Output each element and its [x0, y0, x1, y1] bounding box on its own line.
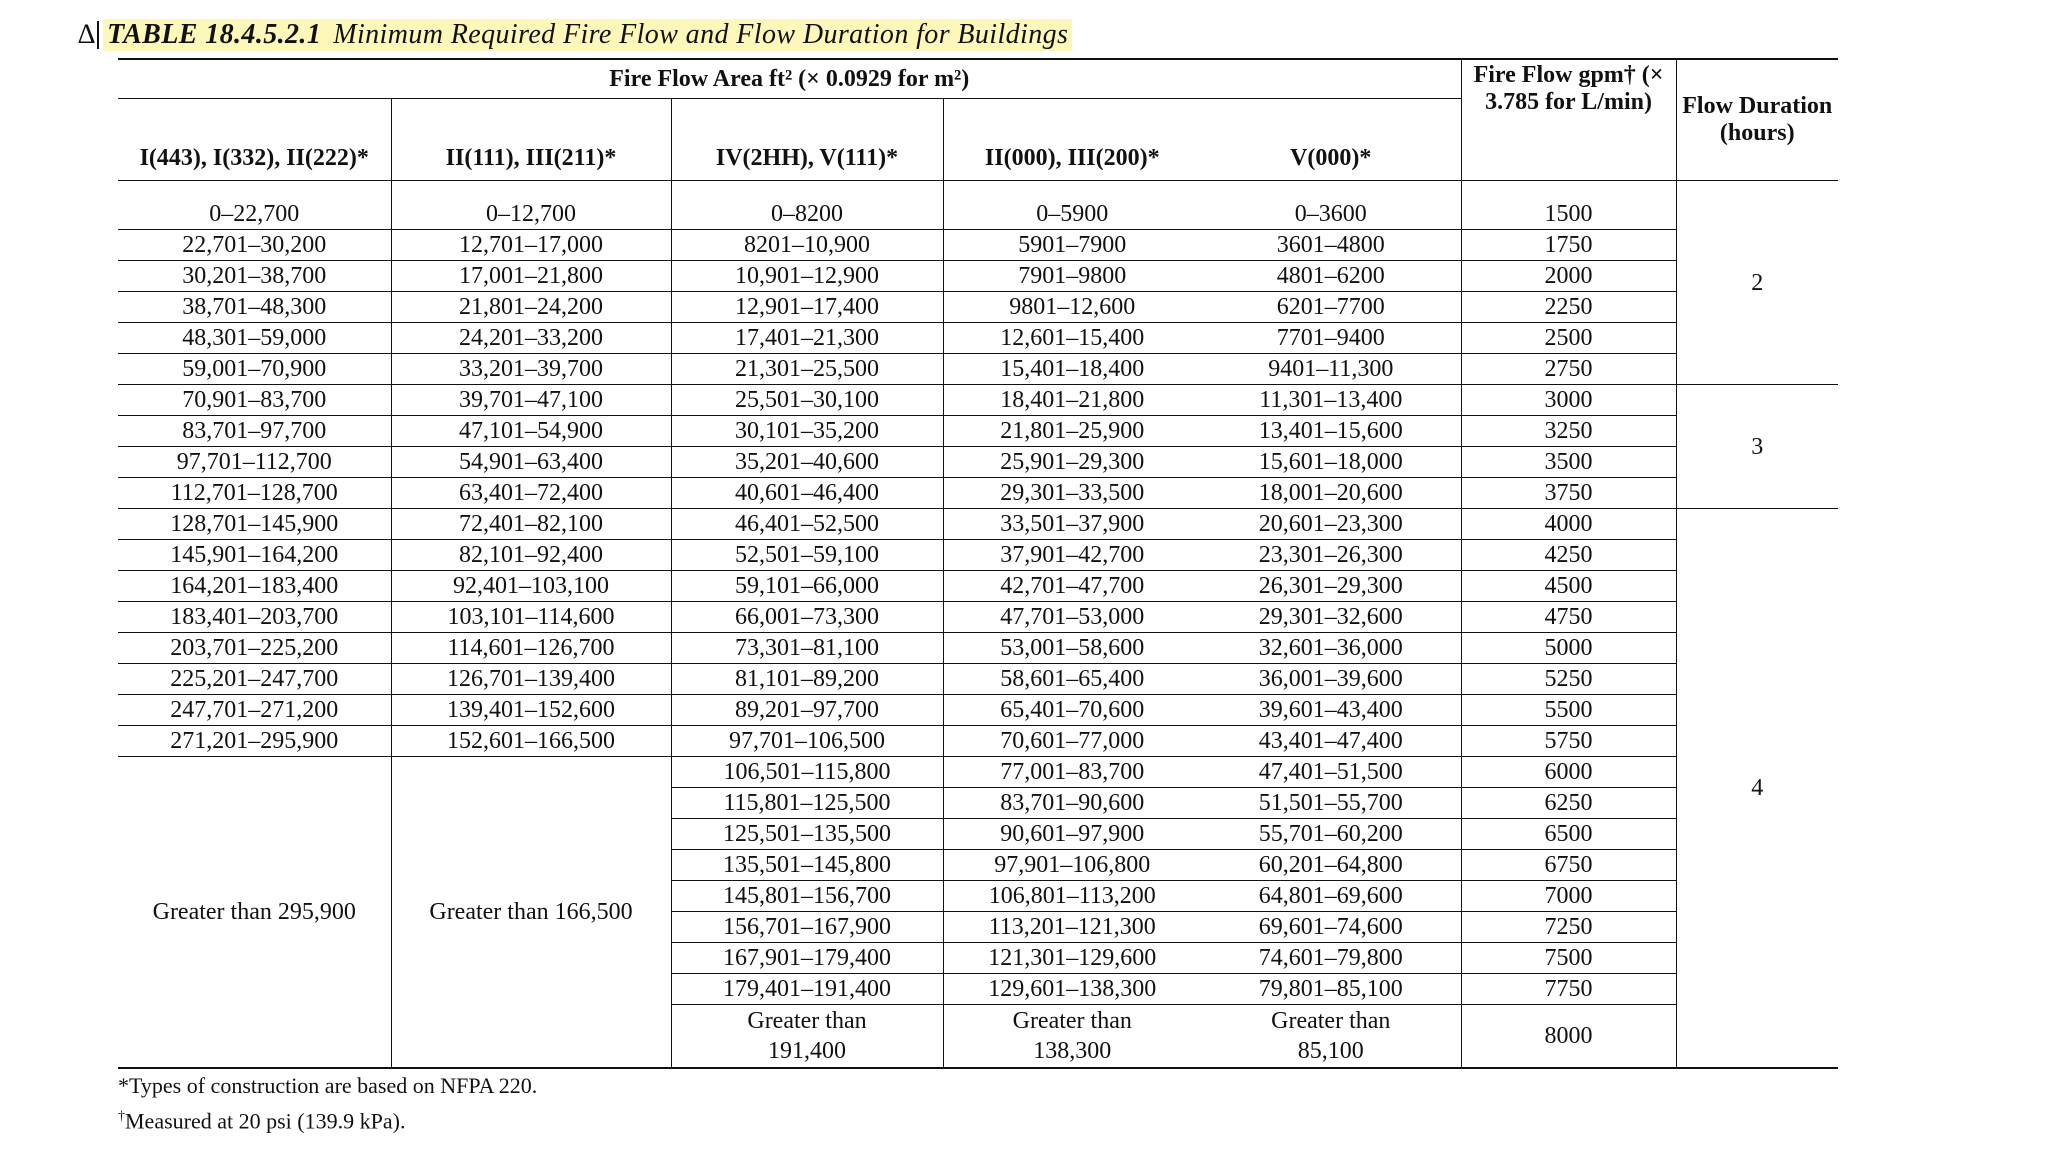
column-header-1: I(443), I(332), II(222)*	[118, 99, 391, 181]
title-highlight	[103, 19, 1072, 51]
greater-than-cell: Greater than 295,900	[118, 757, 391, 1069]
fire-flow-area-header: Fire Flow Area ft² (× 0.0929 for m²)	[118, 59, 1461, 99]
table-row	[118, 757, 1838, 788]
gpm-cell: 3500	[1461, 447, 1676, 478]
table-cell: 53,001–58,600	[943, 633, 1201, 664]
gpm-cell: 3750	[1461, 478, 1676, 509]
table-cell: 33,501–37,900	[943, 509, 1201, 540]
table-cell: 113,201–121,300	[943, 912, 1201, 943]
table-cell: 10,901–12,900	[671, 261, 943, 292]
table-cell: 23,301–26,300	[1201, 540, 1461, 571]
table-cell: 54,901–63,400	[391, 447, 671, 478]
table-cell: 0–22,700	[118, 181, 391, 230]
table-cell: 63,401–72,400	[391, 478, 671, 509]
table-row	[118, 633, 1838, 664]
gpm-cell: 3000	[1461, 385, 1676, 416]
table-cell: 46,401–52,500	[671, 509, 943, 540]
table-cell: 126,701–139,400	[391, 664, 671, 695]
table-cell: 12,601–15,400	[943, 323, 1201, 354]
table-row	[118, 230, 1838, 261]
duration-cell: 3	[1676, 385, 1838, 509]
table-cell: 21,301–25,500	[671, 354, 943, 385]
gpm-cell: 4250	[1461, 540, 1676, 571]
table-cell: 203,701–225,200	[118, 633, 391, 664]
table-cell: 179,401–191,400	[671, 974, 943, 1005]
table-cell: 70,601–77,000	[943, 726, 1201, 757]
table-row	[118, 726, 1838, 757]
gpm-cell: 5250	[1461, 664, 1676, 695]
table-cell: 97,901–106,800	[943, 850, 1201, 881]
table-row	[118, 447, 1838, 478]
table-cell: 36,001–39,600	[1201, 664, 1461, 695]
table-cell: 183,401–203,700	[118, 602, 391, 633]
fire-flow-gpm-header	[1461, 59, 1676, 181]
table-cell: 33,201–39,700	[391, 354, 671, 385]
table-cell: 156,701–167,900	[671, 912, 943, 943]
table-cell: 145,901–164,200	[118, 540, 391, 571]
duration-cell: 2	[1676, 181, 1838, 385]
gpm-cell: 7750	[1461, 974, 1676, 1005]
fire-flow-table	[118, 58, 1838, 1069]
table-cell: 15,601–18,000	[1201, 447, 1461, 478]
table-row	[118, 664, 1838, 695]
greater-than-cell: Greater than 166,500	[391, 757, 671, 1069]
table-cell: 30,101–35,200	[671, 416, 943, 447]
table-cell: 106,501–115,800	[671, 757, 943, 788]
table-row	[118, 261, 1838, 292]
table-cell: 83,701–97,700	[118, 416, 391, 447]
table-row	[118, 385, 1838, 416]
table-row	[118, 509, 1838, 540]
gpm-cell: 5750	[1461, 726, 1676, 757]
table-cell: 90,601–97,900	[943, 819, 1201, 850]
gpm-cell: 2750	[1461, 354, 1676, 385]
column-header-3: IV(2HH), V(111)*	[671, 99, 943, 181]
table-cell: 39,701–47,100	[391, 385, 671, 416]
table-cell: 6201–7700	[1201, 292, 1461, 323]
table-cell: 59,101–66,000	[671, 571, 943, 602]
table-cell: 247,701–271,200	[118, 695, 391, 726]
footnote-measured: †Measured at 20 psi (139.9 kPa).	[118, 1108, 406, 1134]
table-cell: 125,501–135,500	[671, 819, 943, 850]
table-row	[118, 540, 1838, 571]
gpm-cell: 6500	[1461, 819, 1676, 850]
table-cell: 24,201–33,200	[391, 323, 671, 354]
gpm-cell: 4750	[1461, 602, 1676, 633]
gpm-cell: 1750	[1461, 230, 1676, 261]
table-cell: 3601–4800	[1201, 230, 1461, 261]
table-cell: 5901–7900	[943, 230, 1201, 261]
gpm-cell: 7000	[1461, 881, 1676, 912]
table-cell: 22,701–30,200	[118, 230, 391, 261]
table-cell: 97,701–106,500	[671, 726, 943, 757]
table-cell: 73,301–81,100	[671, 633, 943, 664]
table-cell: 18,001–20,600	[1201, 478, 1461, 509]
table-cell: 29,301–32,600	[1201, 602, 1461, 633]
table-cell: 106,801–113,200	[943, 881, 1201, 912]
table-cell: 97,701–112,700	[118, 447, 391, 478]
gpm-cell: 5500	[1461, 695, 1676, 726]
table-cell: 58,601–65,400	[943, 664, 1201, 695]
table-number: TABLE 18.4.5.2.1	[107, 19, 322, 50]
revision-bar	[97, 21, 99, 49]
table-row	[118, 416, 1838, 447]
table-cell: 82,101–92,400	[391, 540, 671, 571]
table-row	[118, 181, 1838, 230]
greater-than-cell: Greater than 85,100	[1201, 1005, 1461, 1069]
table-body	[118, 181, 1838, 1069]
gpm-cell: 2250	[1461, 292, 1676, 323]
table-cell: 39,601–43,400	[1201, 695, 1461, 726]
footnote-measured-text: Measured at 20 psi (139.9 kPa).	[125, 1108, 406, 1134]
gpm-cell: 4500	[1461, 571, 1676, 602]
table-cell: 26,301–29,300	[1201, 571, 1461, 602]
table-cell: 81,101–89,200	[671, 664, 943, 695]
column-header-5: V(000)*	[1201, 99, 1461, 181]
table-cell: 17,001–21,800	[391, 261, 671, 292]
table-cell: 129,601–138,300	[943, 974, 1201, 1005]
table-cell: 52,501–59,100	[671, 540, 943, 571]
gpm-cell: 1500	[1461, 181, 1676, 230]
gpm-header-text: Fire Flow gpm† (× 3.785 for L/min)	[1473, 62, 1664, 115]
table-cell: 135,501–145,800	[671, 850, 943, 881]
table-cell: 48,301–59,000	[118, 323, 391, 354]
table-cell: 17,401–21,300	[671, 323, 943, 354]
table-cell: 59,001–70,900	[118, 354, 391, 385]
table-cell: 103,101–114,600	[391, 602, 671, 633]
table-cell: 11,301–13,400	[1201, 385, 1461, 416]
table-row	[118, 323, 1838, 354]
table-cell: 4801–6200	[1201, 261, 1461, 292]
table-cell: 121,301–129,600	[943, 943, 1201, 974]
table-cell: 15,401–18,400	[943, 354, 1201, 385]
table-cell: 47,401–51,500	[1201, 757, 1461, 788]
table-cell: 25,901–29,300	[943, 447, 1201, 478]
table-cell: 89,201–97,700	[671, 695, 943, 726]
column-header-4: II(000), III(200)*	[943, 99, 1201, 181]
revision-delta-icon: ∆	[78, 19, 96, 50]
table-cell: 9401–11,300	[1201, 354, 1461, 385]
column-header-2: II(111), III(211)*	[391, 99, 671, 181]
table-cell: 139,401–152,600	[391, 695, 671, 726]
table-cell: 74,601–79,800	[1201, 943, 1461, 974]
gpm-cell: 6250	[1461, 788, 1676, 819]
gpm-cell: 7250	[1461, 912, 1676, 943]
table-cell: 225,201–247,700	[118, 664, 391, 695]
table-cell: 55,701–60,200	[1201, 819, 1461, 850]
table-cell: 112,701–128,700	[118, 478, 391, 509]
table-cell: 114,601–126,700	[391, 633, 671, 664]
gpm-cell: 6750	[1461, 850, 1676, 881]
gpm-cell: 3250	[1461, 416, 1676, 447]
table-cell: 35,201–40,600	[671, 447, 943, 478]
table-cell: 9801–12,600	[943, 292, 1201, 323]
gpm-cell: 2000	[1461, 261, 1676, 292]
table-row	[118, 571, 1838, 602]
table-cell: 21,801–24,200	[391, 292, 671, 323]
table-cell: 64,801–69,600	[1201, 881, 1461, 912]
table-cell: 92,401–103,100	[391, 571, 671, 602]
footnote-construction-text: Types of construction are based on NFPA 220.	[129, 1073, 538, 1098]
table-cell: 51,501–55,700	[1201, 788, 1461, 819]
table-cell: 32,601–36,000	[1201, 633, 1461, 664]
table-cell: 13,401–15,600	[1201, 416, 1461, 447]
table-cell: 152,601–166,500	[391, 726, 671, 757]
gpm-cell: 4000	[1461, 509, 1676, 540]
greater-than-cell: Greater than 191,400	[671, 1005, 943, 1069]
table-cell: 145,801–156,700	[671, 881, 943, 912]
footnotes	[118, 1070, 537, 1136]
table-cell: 66,001–73,300	[671, 602, 943, 633]
table-cell: 21,801–25,900	[943, 416, 1201, 447]
table-cell: 0–5900	[943, 181, 1201, 230]
table-cell: 164,201–183,400	[118, 571, 391, 602]
table-cell: 0–8200	[671, 181, 943, 230]
table-cell: 70,901–83,700	[118, 385, 391, 416]
gpm-cell: 8000	[1461, 1005, 1676, 1069]
table-cell: 12,901–17,400	[671, 292, 943, 323]
table-cell: 79,801–85,100	[1201, 974, 1461, 1005]
table-cell: 0–12,700	[391, 181, 671, 230]
table-cell: 115,801–125,500	[671, 788, 943, 819]
table-cell: 60,201–64,800	[1201, 850, 1461, 881]
table-cell: 167,901–179,400	[671, 943, 943, 974]
duration-cell: 4	[1676, 509, 1838, 1069]
gpm-cell: 5000	[1461, 633, 1676, 664]
table-cell: 37,901–42,700	[943, 540, 1201, 571]
table-cell: 128,701–145,900	[118, 509, 391, 540]
table-cell: 7901–9800	[943, 261, 1201, 292]
table-cell: 7701–9400	[1201, 323, 1461, 354]
greater-than-cell: Greater than 138,300	[943, 1005, 1201, 1069]
table-cell: 40,601–46,400	[671, 478, 943, 509]
table-cell: 271,201–295,900	[118, 726, 391, 757]
table-row	[118, 292, 1838, 323]
table-cell: 42,701–47,700	[943, 571, 1201, 602]
gpm-cell: 2500	[1461, 323, 1676, 354]
table-row	[118, 354, 1838, 385]
table-cell: 25,501–30,100	[671, 385, 943, 416]
table-cell: 38,701–48,300	[118, 292, 391, 323]
table-cell: 47,101–54,900	[391, 416, 671, 447]
table-row	[118, 478, 1838, 509]
table-title	[78, 18, 1072, 52]
table-cell: 8201–10,900	[671, 230, 943, 261]
table-cell: 69,601–74,600	[1201, 912, 1461, 943]
table-cell: 65,401–70,600	[943, 695, 1201, 726]
table-cell: 18,401–21,800	[943, 385, 1201, 416]
gpm-cell: 7500	[1461, 943, 1676, 974]
table-cell: 83,701–90,600	[943, 788, 1201, 819]
table-cell: 72,401–82,100	[391, 509, 671, 540]
flow-duration-header: Flow Duration (hours)	[1676, 59, 1838, 181]
table-cell: 77,001–83,700	[943, 757, 1201, 788]
table-cell: 0–3600	[1201, 181, 1461, 230]
table-cell: 47,701–53,000	[943, 602, 1201, 633]
table-cell: 20,601–23,300	[1201, 509, 1461, 540]
footnote-construction: *Types of construction are based on NFPA 220.	[118, 1073, 538, 1098]
table-row	[118, 602, 1838, 633]
table-cell: 29,301–33,500	[943, 478, 1201, 509]
table-cell: 12,701–17,000	[391, 230, 671, 261]
gpm-cell: 6000	[1461, 757, 1676, 788]
table-row	[118, 695, 1838, 726]
table-caption: Minimum Required Fire Flow and Flow Duration for Buildings	[333, 19, 1069, 50]
table-cell: 43,401–47,400	[1201, 726, 1461, 757]
table-cell: 30,201–38,700	[118, 261, 391, 292]
